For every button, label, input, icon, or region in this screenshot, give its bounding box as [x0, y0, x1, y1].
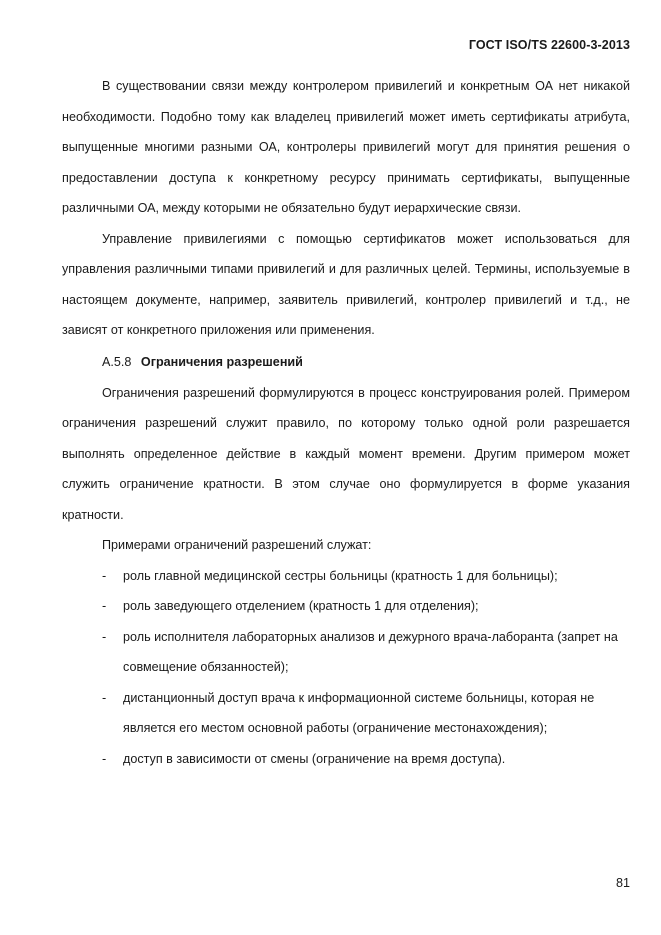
paragraph-3: Ограничения разрешений формулируются в процесс конструирования ролей. Примером ограничения разрешений служит правило, по которому только одной роли разрешается выполнять определенное действие в каждый момент времени. Другим примером может служить ограничение кратности. В этом случае оно формулируется в форме указания кратности.	[62, 385, 630, 522]
section-number: А.5.8	[102, 354, 132, 369]
section-title: Ограничения разрешений	[140, 354, 303, 369]
paragraph-2: Управление привилегиями с помощью сертификатов может использоваться для управления различными типами привилегий и для различных целей. Термины, используемые в настоящем документе, например, заявитель привилегий, контролер привилегий и т.д., не зависят от конкретного приложения или применения.	[62, 231, 630, 337]
list-item	[62, 683, 630, 744]
list-item-text: доступ в зависимости от смены (ограничение на время доступа).	[123, 751, 506, 766]
list-marker: -	[102, 629, 107, 644]
section-heading	[62, 346, 630, 378]
list-marker: -	[102, 751, 107, 766]
list-item	[62, 622, 630, 683]
document-header: ГОСТ ISO/TS 22600-3-2013	[468, 38, 630, 52]
list-item	[62, 591, 630, 622]
list-item-text: роль заведующего отделением (кратность 1 для отделения);	[123, 599, 479, 613]
list-item	[62, 561, 630, 592]
permission-constraints-list	[62, 561, 630, 775]
list-marker: -	[102, 568, 107, 583]
page-number: 81	[615, 876, 630, 890]
list-item	[62, 744, 630, 775]
list-intro: Примерами ограничений разрешений служат:	[102, 538, 372, 552]
list-item-text: роль главной медицинской сестры больницы (кратность 1 для больницы);	[123, 568, 558, 583]
list-item-text: дистанционный доступ врача к информационной системе больницы, которая не является его местом основной работы (ограничение местонахождения);	[123, 690, 595, 735]
list-marker: -	[102, 599, 107, 613]
list-item-text: роль исполнителя лабораторных анализов и дежурного врача-лаборанта (запрет на совмещение обязанностей);	[123, 629, 618, 674]
paragraph-1: В существовании связи между контролером привилегий и конкретным ОА нет никакой необходимости. Подобно тому как владелец привилегий может иметь сертификаты атрибута, выпущенные многими разными ОА, контролеры привилегий могут для принятия решения о предоставлении доступа к конкретному ресурсу принимать сертификаты, выпущенные различными ОА, между которыми не обязательно будут иерархические связи.	[62, 79, 630, 215]
list-marker: -	[102, 690, 107, 705]
page-content	[62, 71, 630, 774]
